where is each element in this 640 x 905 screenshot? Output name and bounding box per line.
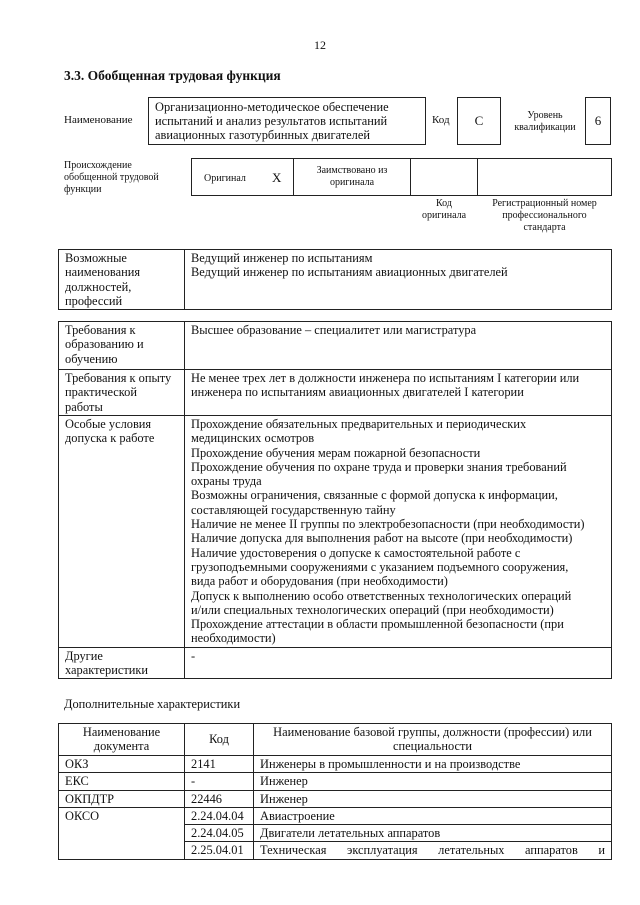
caption-line: Регистрационный номер	[492, 198, 597, 209]
special-conditions-label	[59, 416, 185, 648]
original-label: Оригинал	[204, 173, 246, 184]
row-name: Инженер	[254, 790, 612, 807]
origin-borrowed-cell	[293, 158, 411, 196]
other-characteristics-label	[59, 647, 185, 679]
value-line: медицинских осмотров	[191, 431, 315, 446]
level-label-line: Уровень	[527, 110, 563, 121]
origin-reg-number-cell	[477, 158, 612, 196]
caption-line: профессионального	[502, 210, 587, 221]
additional-table	[58, 723, 612, 860]
label-line: профессий	[65, 293, 123, 308]
caption-line: стандарта	[523, 222, 566, 233]
education-label	[59, 322, 185, 370]
special-conditions-value	[185, 416, 612, 648]
value-line: Прохождение обучения по охране труда и проверки знания требований	[191, 459, 567, 474]
row-name: Авиастроение	[254, 807, 612, 824]
caption-line: Код	[436, 198, 452, 209]
row-code: 2.24.04.05	[185, 825, 254, 842]
label-line: Другие	[65, 648, 103, 663]
page-number: 12	[314, 38, 326, 52]
requirements-table	[58, 321, 612, 679]
table-row	[59, 773, 612, 790]
label-line: обучению	[65, 351, 118, 366]
borrowed-label-line: оригинала	[329, 177, 375, 188]
row-name: Инженеры в промышленности и на производстве	[254, 756, 612, 773]
header-line: Наименование	[82, 725, 161, 739]
label-line: характеристики	[65, 663, 149, 678]
table-row	[59, 807, 612, 824]
function-name-line: Организационно-методическое обеспечение	[155, 100, 389, 114]
label-line: наименования	[65, 265, 141, 280]
row-document: ОКПДТР	[59, 790, 185, 807]
value-line: Наличие допуска для выполнения работ на высоте (при необходимости)	[191, 531, 573, 546]
code-value: C	[474, 113, 484, 128]
row-code: 2.25.04.01	[185, 842, 254, 859]
caption-line: оригинала	[421, 210, 467, 221]
value-line: Прохождение аттестации в области промышленной безопасности (при	[191, 617, 564, 632]
col-header-document	[59, 724, 185, 756]
row-code: -	[185, 773, 254, 790]
function-name-line: авиационных газотурбинных двигателей	[155, 128, 370, 142]
origin-label-line: обобщенной трудовой	[64, 172, 159, 183]
table-row	[59, 756, 612, 773]
qualification-level-label	[505, 110, 585, 134]
label-line: допуска к работе	[65, 431, 155, 446]
experience-value	[185, 370, 612, 416]
label-line: Требования к	[65, 323, 136, 337]
label-line: практической	[65, 385, 137, 400]
education-value: Высшее образование – специалитет или магистратура	[185, 322, 612, 370]
other-characteristics-value: -	[185, 647, 612, 679]
value-line: охраны труда	[191, 474, 262, 489]
row-name: Инженер	[254, 773, 612, 790]
row-code: 2141	[185, 756, 254, 773]
origin-original-cell	[191, 158, 294, 196]
qualification-level-value: 6	[594, 113, 602, 128]
origin-label-line: Происхождение	[64, 160, 132, 171]
col-header-code: Код	[185, 724, 254, 756]
original-mark: X	[272, 170, 282, 185]
row-name: Двигатели летательных аппаратов	[254, 825, 612, 842]
origin-code-cell	[410, 158, 478, 196]
value-line: грузоподъемными сооружениями с указанием подъемного сооружения,	[191, 559, 569, 574]
value-line: Допуск к выполнению особо ответственных технологических операций	[191, 588, 572, 603]
col-header-name	[254, 724, 612, 756]
table-row	[59, 790, 612, 807]
value-line: вида работ и оборудования (при необходимости)	[191, 574, 448, 589]
qualification-level-box	[585, 97, 611, 145]
row-code: 22446	[185, 790, 254, 807]
value-line: Наличие удостоверения о допуске к самостоятельной работе с	[191, 545, 521, 560]
header-line: специальности	[392, 739, 472, 754]
positions-values	[185, 250, 612, 310]
origin-label-line: функции	[64, 184, 102, 195]
value-line: Прохождение обучения мерам пожарной безопасности	[191, 445, 481, 460]
label-line: Требования к опыту	[65, 371, 172, 385]
positions-label	[59, 250, 185, 310]
row-code: 2.24.04.04	[185, 807, 254, 824]
position-item: Ведущий инженер по испытаниям авиационных двигателей	[191, 265, 508, 280]
position-item: Ведущий инженер по испытаниям	[191, 251, 373, 265]
value-line: Не менее трех лет в должности инженера по испытаниям I категории или	[191, 371, 580, 385]
row-document: ОКЗ	[59, 756, 185, 773]
value-line: необходимости)	[191, 631, 276, 646]
code-label: Код	[432, 114, 450, 126]
value-line: Наличие не менее II группы по электробезопасности (при необходимости)	[191, 517, 585, 532]
value-line: Прохождение обязательных предварительных и периодических	[191, 417, 527, 431]
label-line: Возможные	[65, 251, 127, 265]
name-label: Наименование	[64, 114, 133, 126]
code-value-box	[457, 97, 501, 145]
row-name: Техническая эксплуатация летательных аппаратов и	[254, 842, 612, 859]
section-title: 3.3. Обобщенная трудовая функция	[64, 68, 281, 83]
value-line: и/или специальных технологических операций (при необходимости)	[191, 602, 554, 617]
label-line: работы	[65, 399, 103, 414]
function-name-box	[148, 97, 426, 145]
additional-title: Дополнительные характеристики	[64, 697, 241, 711]
header-line: Наименование базовой группы, должности (профессии) или	[273, 725, 592, 739]
function-name-line: испытаний и анализ результатов испытаний	[155, 114, 388, 128]
reg-number-caption	[477, 198, 612, 234]
row-document: ЕКС	[59, 773, 185, 790]
origin-label	[64, 160, 159, 196]
header-line: документа	[93, 739, 150, 754]
code-original-caption	[410, 198, 478, 222]
level-label-line: квалификации	[514, 122, 576, 133]
value-line: составляющей государственную тайну	[191, 502, 396, 517]
positions-table	[58, 249, 612, 310]
row-document: ОКСО	[59, 807, 185, 859]
label-line: должностей,	[65, 279, 132, 294]
label-line: Особые условия	[65, 417, 152, 431]
value-line: Возможны ограничения, связанные с формой допуска к информации,	[191, 488, 558, 503]
experience-label	[59, 370, 185, 416]
value-line: инженера по испытаниям авиационных двигателей I категории	[191, 385, 524, 400]
label-line: образованию и	[65, 337, 144, 352]
borrowed-label-line: Заимствовано из	[316, 165, 388, 176]
